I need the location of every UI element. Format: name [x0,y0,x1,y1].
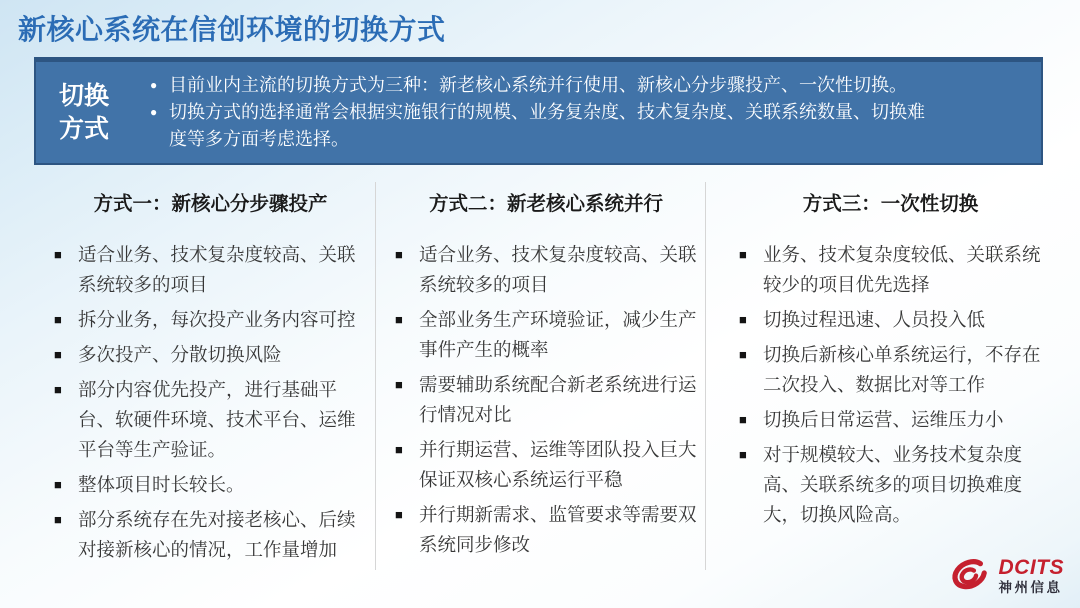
list-item-text: 切换后新核心单系统运行，不存在二次投入、数据比对等工作 [763,344,1041,395]
list-item [739,405,1042,435]
dcits-logo [948,556,1065,596]
bullet-square-icon: ■ [395,247,403,262]
list-item [739,440,1042,530]
bullet-square-icon: ■ [739,412,747,427]
bullet-square-icon: ■ [54,382,62,397]
list-item-text: 多次投产、分散切换风险 [78,344,282,365]
list-item-text: 拆分业务，每次投产业务内容可控 [78,309,356,330]
column-method-2 [375,182,706,570]
column-3-header: 方式三：一次性切换 [802,193,979,215]
list-item [54,470,367,500]
bullet-square-icon: ■ [54,512,62,527]
banner-bullet-list [150,72,1041,153]
column-2-header: 方式二：新老核心系统并行 [428,193,663,215]
list-item-text: 适合业务、技术复杂度较高、关联系统较多的项目 [78,244,356,295]
bullet-square-icon: ■ [54,477,62,492]
list-item-text: 需要辅助系统配合新老系统进行运行情况对比 [419,374,697,425]
list-item [739,240,1042,300]
method-columns [34,182,1048,560]
column-1-list [54,240,367,565]
list-item [739,340,1042,400]
bullet-square-icon: ■ [395,377,403,392]
list-item [54,340,367,370]
bullet-square-icon: ■ [395,312,403,327]
banner-label-line2: 方式 [59,114,110,143]
bullet-square-icon: ■ [739,312,747,327]
banner-label-line1: 切换 [59,82,110,110]
column-1-header: 方式一：新核心分步骤投产 [93,193,328,215]
bullet-dot-icon: ● [150,105,158,119]
banner-bullet [150,72,929,99]
list-item-text: 业务、技术复杂度较低、关联系统较少的项目优先选择 [763,244,1041,295]
list-item [739,305,1042,335]
list-item [395,240,697,300]
list-item [395,435,697,495]
banner-bullet-text: 目前业内主流的切换方式为三种：新老核心系统并行使用、新核心分步骤投产、一次性切换。 [169,75,907,95]
list-item-text: 适合业务、技术复杂度较高、关联系统较多的项目 [419,244,697,295]
switch-method-banner [34,57,1043,165]
bullet-square-icon: ■ [395,442,403,457]
bullet-dot-icon: ● [150,78,158,92]
list-item [54,375,367,465]
banner-bullet-text: 切换方式的选择通常会根据实施银行的规模、业务复杂度、技术复杂度、关联系统数量、切换难度等多方面考虑选择。 [169,102,925,149]
page-title: 新核心系统在信创环境的切换方式 [18,14,446,45]
bullet-square-icon: ■ [54,347,62,362]
list-item-text: 切换后日常运营、运维压力小 [763,409,1004,430]
list-item [395,500,697,560]
logo-subtitle: 神州信息 [998,580,1063,596]
list-item-text: 部分内容优先投产，进行基础平台、软硬件环境、技术平台、运维平台等生产验证。 [78,379,356,460]
column-method-3 [706,182,1048,570]
list-item-text: 并行期新需求、监管要求等需要双系统同步修改 [419,504,697,555]
bullet-square-icon: ■ [54,247,62,262]
list-item-text: 部分系统存在先对接老核心、后续对接新核心的情况，工作量增加 [78,509,356,560]
list-item-text: 对于规模较大、业务技术复杂度高、关联系统多的项目切换难度大，切换风险高。 [763,444,1023,525]
logo-name: DCITS [998,556,1064,580]
column-2-list [395,240,697,560]
list-item-text: 全部业务生产环境验证，减少生产事件产生的概率 [419,309,697,360]
bullet-square-icon: ■ [395,507,403,522]
bullet-square-icon: ■ [54,312,62,327]
list-item [395,370,697,430]
dcits-swirl-icon [948,556,992,596]
banner-label [36,80,150,145]
list-item-text: 切换过程迅速、人员投入低 [763,309,986,330]
list-item-text: 整体项目时长较长。 [78,474,245,495]
list-item [54,505,367,565]
column-method-1 [34,182,375,570]
list-item [395,305,697,365]
bullet-square-icon: ■ [739,347,747,362]
list-item-text: 并行期运营、运维等团队投入巨大保证双核心系统运行平稳 [419,439,697,490]
banner-bullet [150,99,929,153]
list-item [54,305,367,335]
bullet-square-icon: ■ [739,447,747,462]
logo-text [999,557,1065,595]
column-3-list [739,240,1042,530]
bullet-square-icon: ■ [739,247,747,262]
list-item [54,240,367,300]
